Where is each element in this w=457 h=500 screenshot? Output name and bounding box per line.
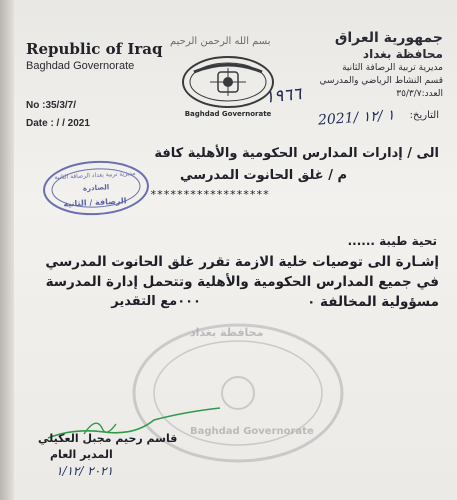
signatory-title: المدير العام [50, 448, 113, 461]
header-ar-line1: جمهورية العراق [334, 30, 443, 46]
logo-caption: Baghdad Governorate [184, 110, 272, 118]
separator-stars: ****************** [150, 188, 270, 201]
watermark-en: Baghdad Governorate [190, 426, 314, 437]
greeting: تحية طيبة ...... [347, 234, 437, 248]
handwritten-date: 2021/ ١ /١٢ [317, 107, 396, 129]
addressee: الى / إدارات المدارس الحكومية والأهلية كافة [154, 146, 439, 161]
header-ar-line4: قسم النشاط الرياضي والمدرسي [319, 76, 443, 86]
header-ar-line2: محافظة بغداد [362, 47, 443, 61]
signatory-name: قاسم رحيم مجبل العكيلي [38, 432, 178, 445]
basmala: بسم الله الرحمن الرحيم [170, 36, 271, 47]
header-ar-line3: مديرية تربية الرصافة الثانية [342, 63, 443, 73]
stamp-line3: الرصافة / الثانية [63, 196, 127, 209]
header-en-title: Republic of Iraq [26, 40, 163, 58]
governorate-logo-icon [180, 54, 276, 110]
signature-date: ٢٠٢١ /١/١٢ [56, 464, 114, 478]
subject: م / غلق الحانوت المدرسي [180, 168, 347, 183]
body-paragraph: إشـارة الى توصيات خلية الازمة تقرر غلق الحانوت المدرسي في جميع المدارس الحكومية والأهلية وتتحمل إدارة المدرسة مسؤولية المخالفة ٠ [45, 254, 439, 310]
header-ar-number: العدد:٣٥/٣/٧ [396, 89, 443, 99]
header-en-subtitle: Baghdad Governorate [26, 60, 135, 72]
regards: ٠٠٠مع التقدير [111, 294, 201, 309]
reference-number: No :35/3/7/ [26, 100, 77, 111]
handwritten-number: ١٩٦٦ [264, 84, 303, 108]
stamp-line2: الصادرة [82, 183, 110, 193]
watermark-ar: محافظة بغداد [190, 326, 264, 339]
header-ar-date-label: التاريخ: [409, 110, 439, 121]
reference-date: Date : / / 2021 [26, 118, 90, 129]
stamp-line1: مديرية تربية بغداد الرصافة الثانية [54, 169, 136, 182]
